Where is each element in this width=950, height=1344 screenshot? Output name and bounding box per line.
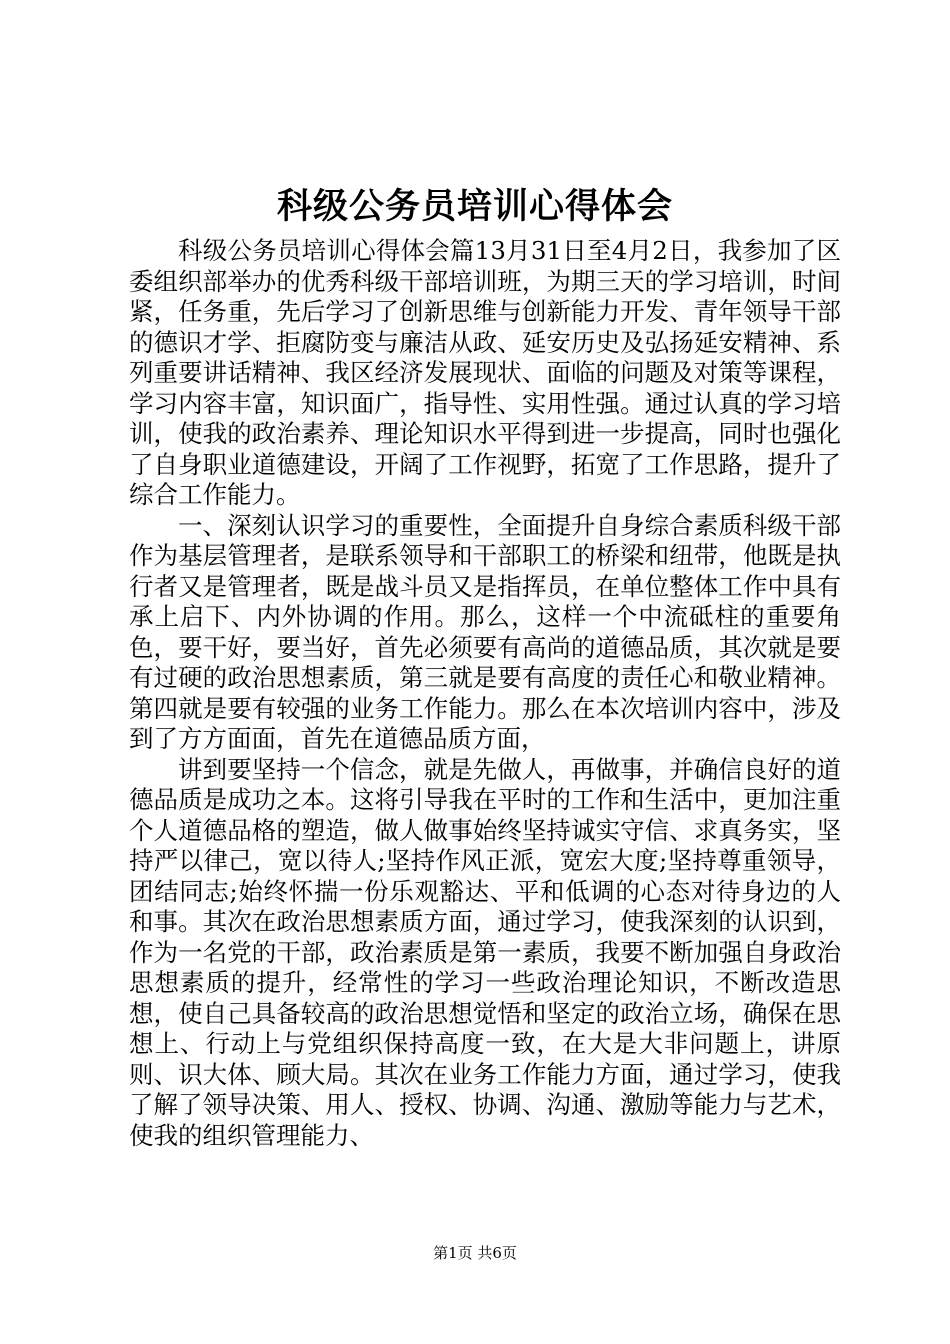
paragraph-intro: 科级公务员培训心得体会篇13月31日至4月2日，我参加了区委组织部举办的优秀科级干部培训班，为期三天的学习培训，时间紧，任务重，先后学习了创新思维与创新能力开发、青年领导干部的德识才学、拒腐防变与廉洁从政、延安历史及弘扬延安精神、系列重要讲话精神、我区经济发展现状、面临的问题及对策等课程，学习内容丰富，知识面广，指导性、实用性强。通过认真的学习培训，使我的政治素养、理论知识水平得到进一步提高，同时也强化了自身职业道德建设，开阔了工作视野，拓宽了工作思路，提升了综合工作能力。 bbox=[129, 236, 841, 509]
page-number-footer: 第1页 共6页 bbox=[433, 1244, 517, 1262]
paragraph-belief: 讲到要坚持一个信念，就是先做人，再做事，并确信良好的道德品质是成功之本。这将引导我在平时的工作和生活中，更加注重个人道德品格的塑造，做人做事始终坚持诚实守信、求真务实，坚持严以律己，宽以待人;坚持作风正派，宽宏大度;坚持尊重领导，团结同志;始终怀揣一份乐观豁达、平和低调的心态对待身边的人和事。其次在政治思想素质方面，通过学习，使我深刻的认识到，作为一名党的干部，政治素质是第一素质，我要不断加强自身政治思想素质的提升，经常性的学习一些政治理论知识，不断改造思想，使自己具备较高的政治思想觉悟和坚定的政治立场，确保在思想上、行动上与党组织保持高度一致，在大是大非问题上，讲原则、识大体、顾大局。其次在业务工作能力方面，通过学习，使我了解了领导决策、用人、授权、协调、沟通、激励等能力与艺术，使我的组织管理能力、 bbox=[129, 754, 841, 1150]
document-body bbox=[129, 236, 841, 1151]
paragraph-section-one: 一、深刻认识学习的重要性，全面提升自身综合素质科级干部作为基层管理者，是联系领导和干部职工的桥梁和纽带，他既是执行者又是管理者，既是战斗员又是指挥员，在单位整体工作中具有承上启下、内外协调的作用。那么，这样一个中流砥柱的重要角色，要干好，要当好，首先必须要有高尚的道德品质，其次就是要有过硬的政治思想素质，第三就是要有高度的责任心和敬业精神。第四就是要有较强的业务工作能力。那么在本次培训内容中，涉及到了方方面面，首先在道德品质方面， bbox=[129, 510, 841, 753]
document-title: 科级公务员培训心得体会 bbox=[276, 186, 673, 227]
